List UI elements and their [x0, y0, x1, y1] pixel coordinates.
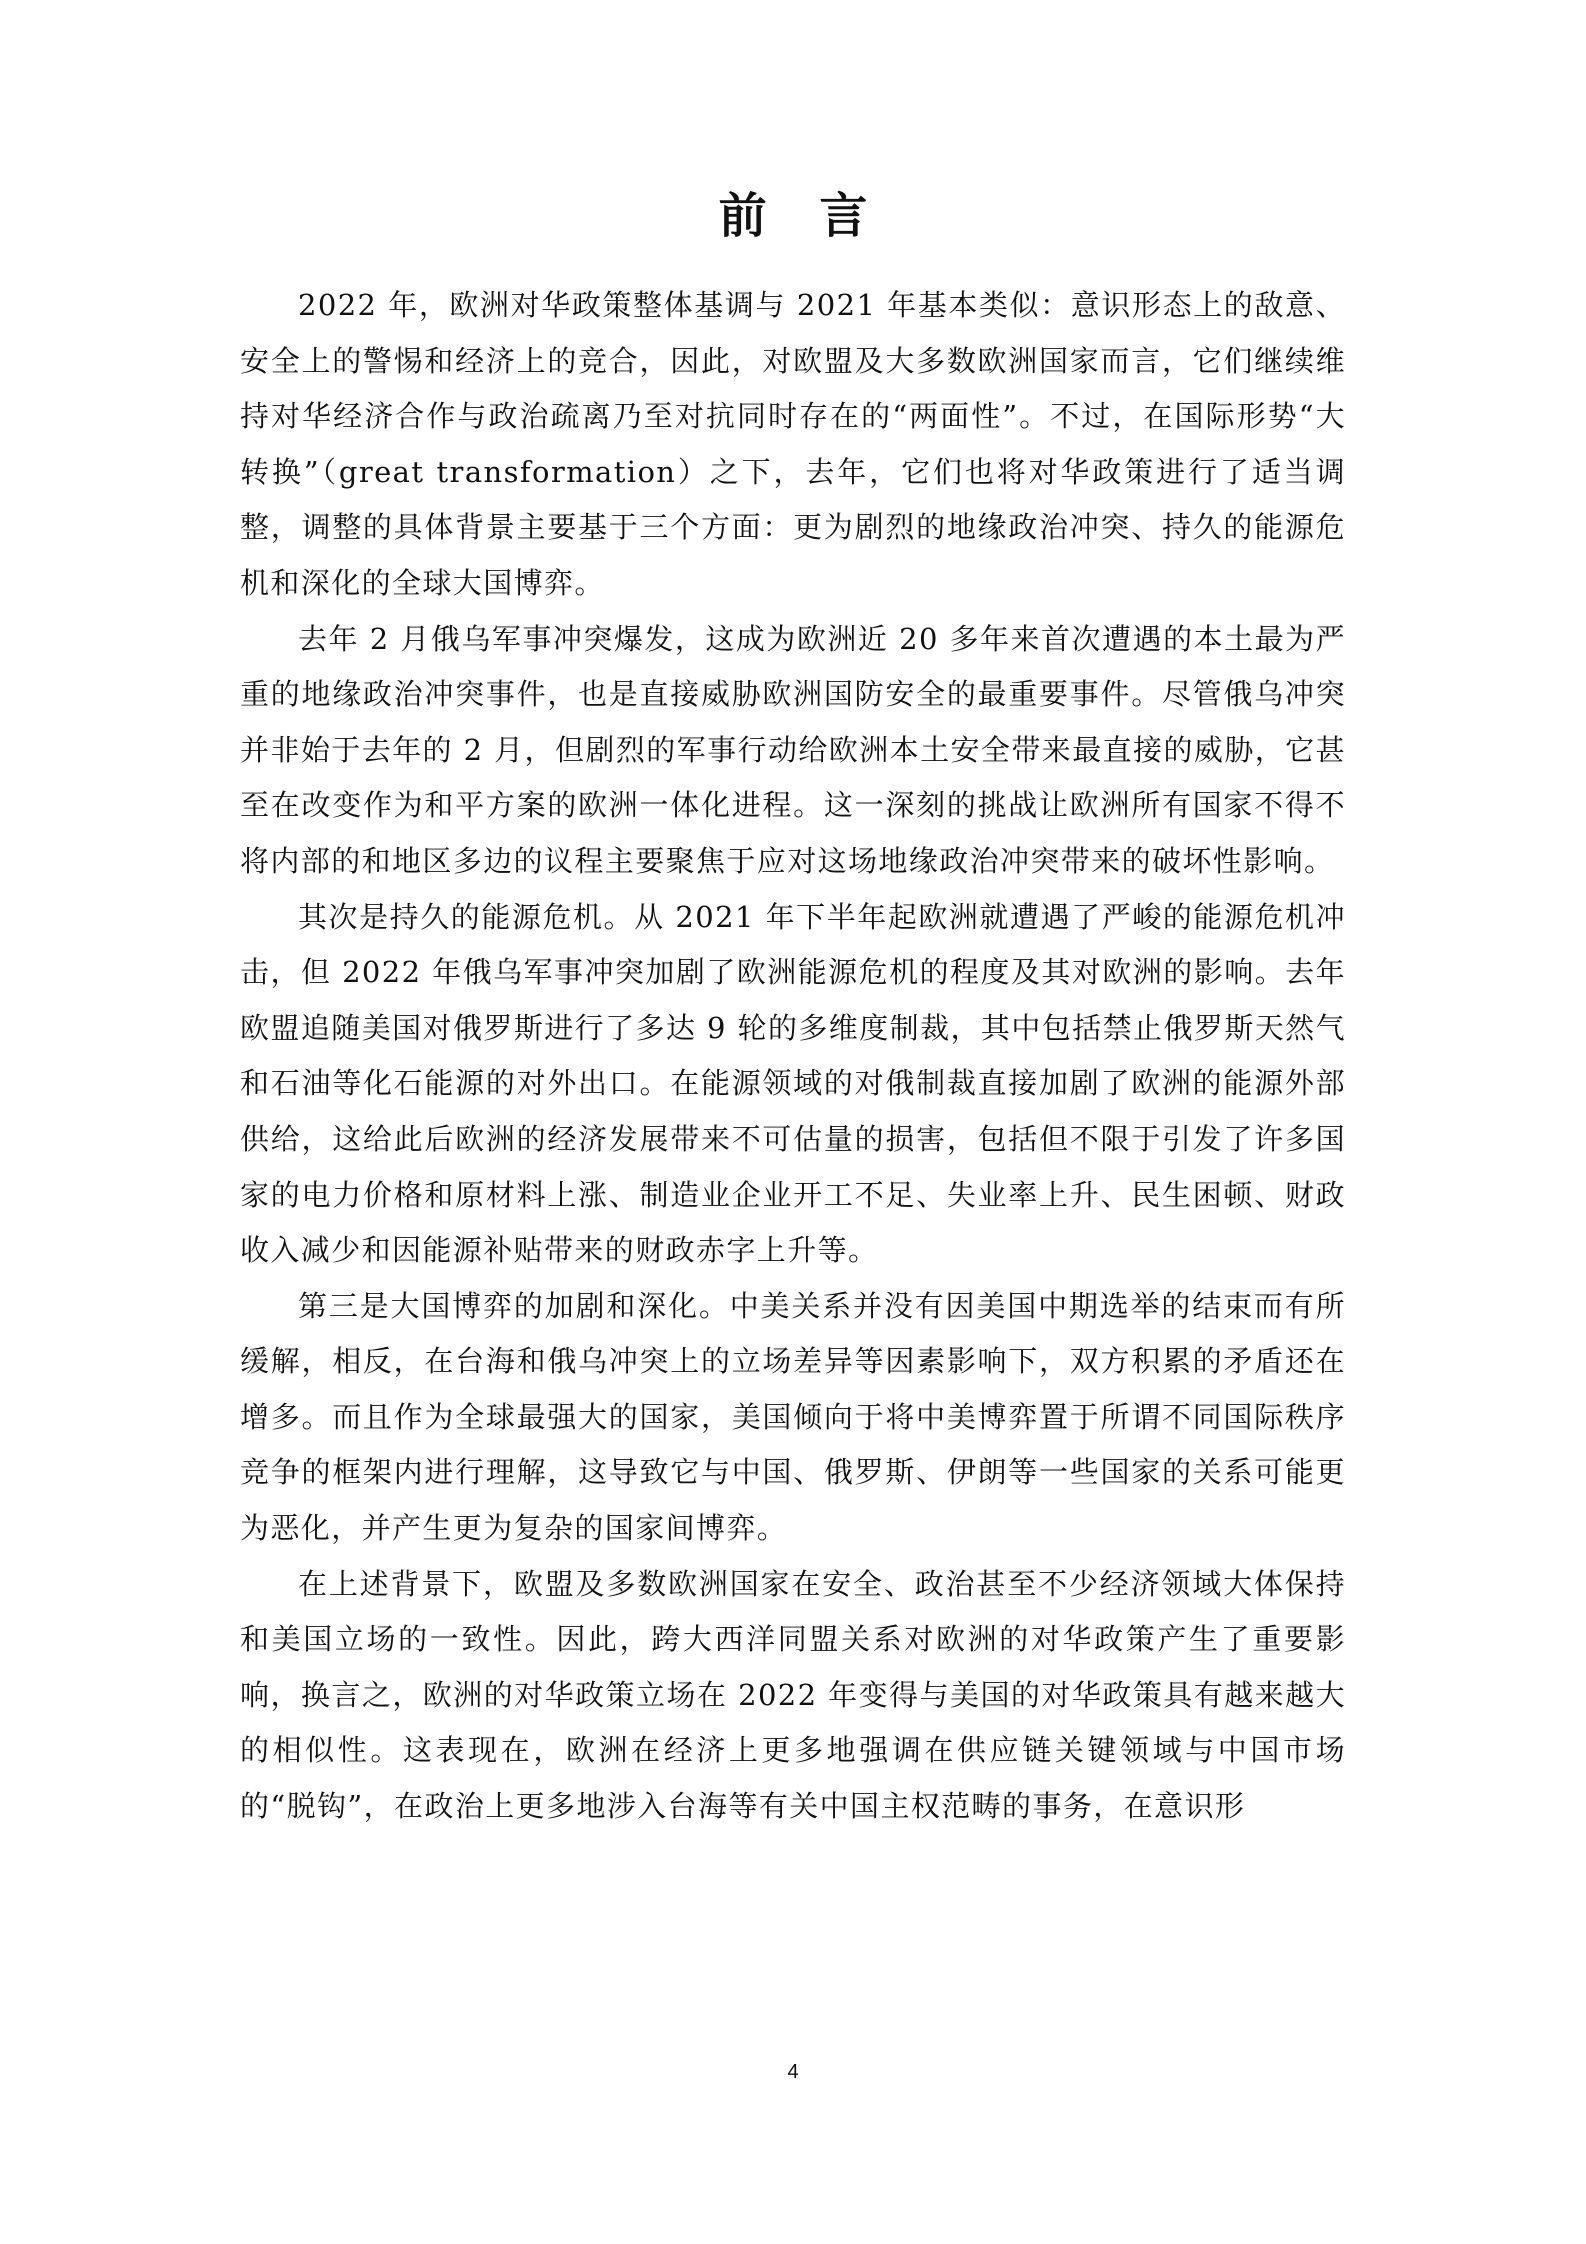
page-title: 前 言 — [718, 188, 886, 244]
paragraph-1: 2022 年，欧洲对华政策整体基调与 2021 年基本类似：意识形态上的敌意、安全上的警惕和经济上的竞合，因此，对欧盟及大多数欧洲国家而言，它们继续维持对华经济合作与政治疏离乃至对抗同时存在的“两面性”。不过，在国际形势“大转换”（great transformation）之下，去年，它们也将对华政策进行了适当调整，调整的具体背景主要基于三个方面：更为剧烈的地缘政治冲突、持久的能源危机和深化的全球大国博弈。 — [240, 288, 1346, 600]
paragraph-2: 去年 2 月俄乌军事冲突爆发，这成为欧洲近 20 多年来首次遭遇的本土最为严重的地缘政治冲突事件，也是直接威胁欧洲国防安全的最重要事件。尽管俄乌冲突并非始于去年的 2 月，但剧烈的军事行动给欧洲本土安全带来最直接的威胁，它甚至在改变作为和平方案的欧洲一体化进程。这一深刻的挑战让欧洲所有国家不得不将内部的和地区多边的议程主要聚焦于应对这场地缘政治冲突带来的破坏性影响。 — [240, 621, 1346, 878]
paragraph-3: 其次是持久的能源危机。从 2021 年下半年起欧洲就遭遇了严峻的能源危机冲击，但 2022 年俄乌军事冲突加剧了欧洲能源危机的程度及其对欧洲的影响。去年欧盟追随美国对俄罗斯进行了多达 9 轮的多维度制裁，其中包括禁止俄罗斯天然气和石油等化石能源的对外出口。在能源领域的对俄制裁直接加剧了欧洲的能源外部供给，这给此后欧洲的经济发展带来不可估量的损害，包括但不限于引发了许多国家的电力价格和原材料上涨、制造业企业开工不足、失业率上升、民生困顿、财政收入减少和因能源补贴带来的财政赤字上升等。 — [240, 899, 1346, 1268]
page-number: 4 — [787, 2061, 799, 2083]
body-text — [240, 278, 1346, 1835]
paragraph-5: 在上述背景下，欧盟及多数欧洲国家在安全、政治甚至不少经济领域大体保持和美国立场的一致性。因此，跨大西洋同盟关系对欧洲的对华政策产生了重要影响，换言之，欧洲的对华政策立场在 2022 年变得与美国的对华政策具有越来越大的相似性。这表现在，欧洲在经济上更多地强调在供应链关键领域与中国市场的“脱钩”，在政治上更多地涉入台海等有关中国主权范畴的事务，在意识形 — [240, 1566, 1346, 1824]
paragraph-4: 第三是大国博弈的加剧和深化。中美关系并没有因美国中期选举的结束而有所缓解，相反，在台海和俄乌冲突上的立场差异等因素影响下，双方积累的矛盾还在增多。而且作为全球最强大的国家，美国倾向于将中美博弈置于所谓不同国际秩序竞争的框架内进行理解，这导致它与中国、俄罗斯、伊朗等一些国家的关系可能更为恶化，并产生更为复杂的国家间博弈。 — [240, 1288, 1346, 1546]
